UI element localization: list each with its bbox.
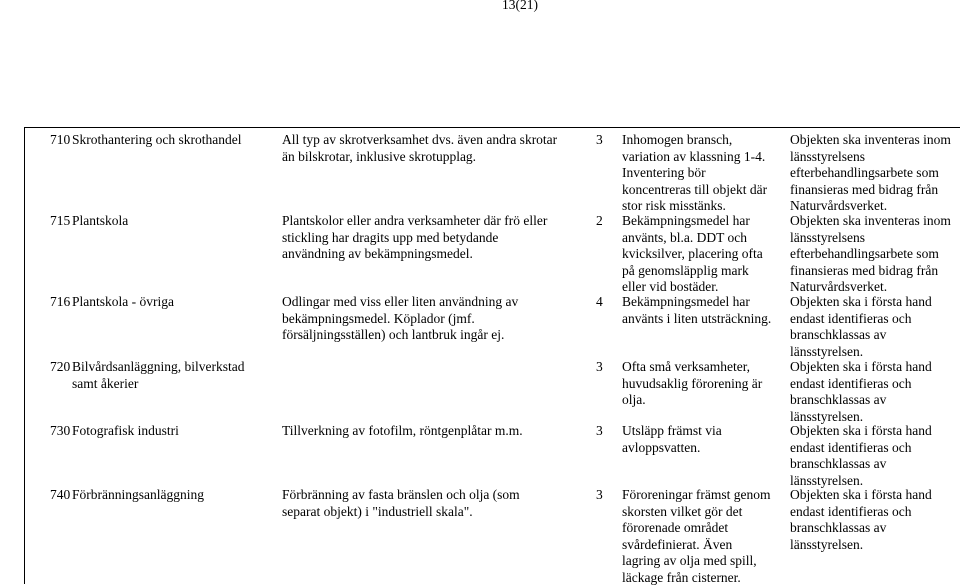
row-action: Objekten ska inventeras inom länsstyrelsens efterbehandlingsarbete som finansieras med bidrag från Naturvårdsverket. — [790, 213, 951, 294]
table-left-border — [24, 127, 25, 584]
row-class: 3 — [596, 132, 603, 147]
row-class: 4 — [596, 294, 603, 309]
row-name: Bilvårdsanläggning, bilverkstad samt åkerier — [72, 359, 245, 391]
row-action: Objekten ska i första hand endast identifieras och branschklassas av länsstyrelsen. — [790, 359, 932, 424]
row-motivation: Bekämpningsmedel har använts i liten utsträckning. — [622, 294, 772, 326]
row-name: Skrothantering och skrothandel — [72, 132, 242, 147]
row-code: 720 — [50, 359, 71, 374]
row-motivation: Bekämpningsmedel har använts, bl.a. DDT och kvicksilver, placering ofta på genomsläpplig mark eller vid bostäder. — [622, 213, 763, 294]
row-class: 3 — [596, 359, 603, 374]
page-number: 13(21) — [502, 0, 538, 12]
row-code: 710 — [50, 132, 71, 147]
row-code: 715 — [50, 213, 71, 228]
row-motivation: Inhomogen bransch, variation av klassning 1-4. Inventering bör koncentreras till objekt där stor risk misstänks. — [622, 132, 768, 213]
row-code: 730 — [50, 423, 71, 438]
row-action: Objekten ska i första hand endast identifieras och branschklassas av länsstyrelsen. — [790, 294, 932, 359]
row-name: Fotografisk industri — [72, 423, 179, 438]
row-name: Förbränningsanläggning — [72, 487, 204, 502]
row-code: 740 — [50, 487, 71, 502]
row-name: Plantskola — [72, 213, 129, 228]
row-motivation: Föroreningar främst genom skorsten vilket gör det förorenade området svårdefinierat. Även lagring av olja med spill, läckage från cisterner. — [622, 487, 771, 585]
row-name: Plantskola - övriga — [72, 294, 174, 309]
row-description: Plantskolor eller andra verksamheter där frö eller stickling har dragits upp med betydande användning av bekämpningsmedel. — [282, 213, 548, 261]
row-description: Förbränning av fasta bränslen och olja (som separat objekt) i "industriell skala". — [282, 487, 520, 519]
row-motivation: Ofta små verksamheter, huvudsaklig förorening är olja. — [622, 359, 763, 407]
row-description: All typ av skrotverksamhet dvs. även andra skrotar än bilskrotar, inklusive skrotupplag. — [282, 132, 558, 164]
table-top-border — [24, 127, 960, 128]
row-motivation: Utsläpp främst via avloppsvatten. — [622, 423, 722, 455]
row-class: 3 — [596, 487, 603, 502]
row-class: 3 — [596, 423, 603, 438]
row-action: Objekten ska i första hand endast identifieras och branschklassas av länsstyrelsen. — [790, 487, 932, 552]
row-action: Objekten ska i första hand endast identifieras och branschklassas av länsstyrelsen. — [790, 423, 932, 488]
row-code: 716 — [50, 294, 71, 309]
row-action: Objekten ska inventeras inom länsstyrelsens efterbehandlingsarbete som finansieras med bidrag från Naturvårdsverket. — [790, 132, 951, 213]
row-class: 2 — [596, 213, 603, 228]
row-description: Tillverkning av fotofilm, röntgenplåtar m.m. — [282, 423, 523, 438]
row-description: Odlingar med viss eller liten användning av bekämpningsmedel. Köplador (jmf. försäljningsställen) och lantbruk ingår ej. — [282, 294, 519, 342]
